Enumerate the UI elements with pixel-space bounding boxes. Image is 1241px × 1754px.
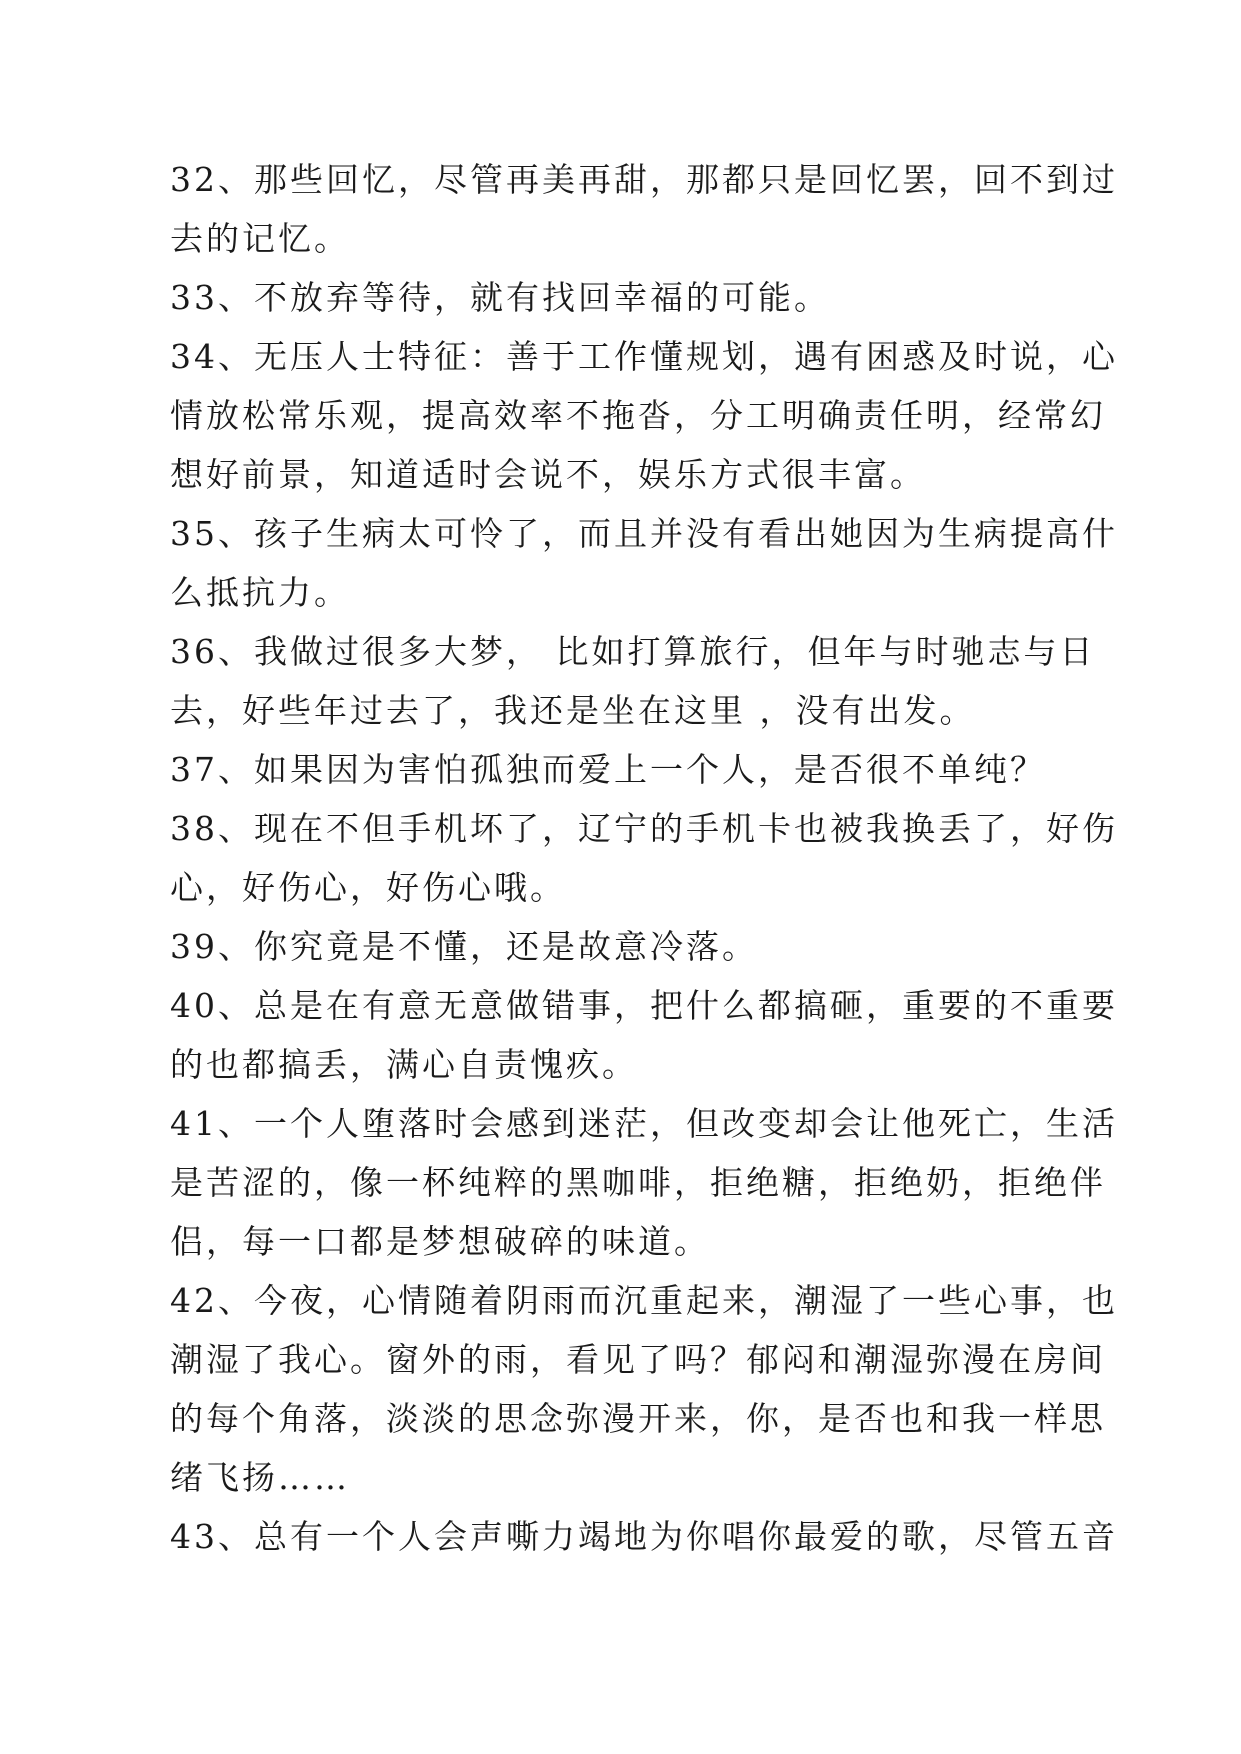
- text-line: 41、一个人堕落时会感到迷茫，但改变却会让他死亡，生活: [170, 1104, 1118, 1143]
- text-line: 想好前景，知道适时会说不，娱乐方式很丰富。: [170, 455, 926, 494]
- paragraph-37: [170, 740, 1070, 799]
- paragraph-34: [170, 327, 1118, 504]
- paragraph-33: [170, 268, 1070, 327]
- paragraph-39: [170, 917, 1070, 976]
- text-line: 侣，每一口都是梦想破碎的味道。: [170, 1222, 710, 1261]
- text-line: 40、总是在有意无意做错事，把什么都搞砸，重要的不重要: [170, 986, 1118, 1025]
- text-line: 心，好伤心，好伤心哦。: [170, 868, 566, 907]
- paragraph-32: [170, 150, 1118, 268]
- text-line: 去，好些年过去了，我还是坐在这里 ，没有出发。: [170, 691, 976, 730]
- document-page: [170, 150, 1118, 1566]
- text-line: 绪飞扬……: [170, 1458, 350, 1497]
- text-line: 是苦涩的，像一杯纯粹的黑咖啡，拒绝糖，拒绝奶，拒绝伴: [170, 1163, 1106, 1202]
- text-line: 42、今夜，心情随着阴雨而沉重起来，潮湿了一些心事，也: [170, 1281, 1118, 1320]
- text-line: 去的记忆。: [170, 219, 350, 258]
- paragraph-42: [170, 1271, 1118, 1507]
- paragraph-36: [170, 622, 1096, 740]
- text-line: 的也都搞丢，满心自责愧疚。: [170, 1045, 638, 1084]
- paragraph-38: [170, 799, 1118, 917]
- text-line: 潮湿了我心。窗外的雨，看见了吗？郁闷和潮湿弥漫在房间: [170, 1340, 1106, 1379]
- text-line: 情放松常乐观，提高效率不拖沓，分工明确责任明，经常幻: [170, 396, 1106, 435]
- text-line: 36、我做过很多大梦， 比如打算旅行，但年与时驰志与日: [170, 632, 1096, 671]
- text-line: 34、无压人士特征：善于工作懂规划，遇有困惑及时说，心: [170, 337, 1118, 376]
- paragraph-43: [170, 1507, 1118, 1566]
- text-line: 37、如果因为害怕孤独而爱上一个人，是否很不单纯？: [170, 750, 1046, 789]
- text-line: 43、总有一个人会声嘶力竭地为你唱你最爱的歌，尽管五音: [170, 1517, 1118, 1556]
- paragraph-41: [170, 1094, 1118, 1271]
- text-line: 的每个角落，淡淡的思念弥漫开来，你，是否也和我一样思: [170, 1399, 1106, 1438]
- paragraph-40: [170, 976, 1118, 1094]
- text-line: 35、孩子生病太可怜了，而且并没有看出她因为生病提高什: [170, 514, 1118, 553]
- text-line: 32、那些回忆，尽管再美再甜，那都只是回忆罢，回不到过: [170, 160, 1118, 199]
- text-line: 38、现在不但手机坏了，辽宁的手机卡也被我换丢了，好伤: [170, 809, 1118, 848]
- text-line: 39、你究竟是不懂，还是故意冷落。: [170, 927, 758, 966]
- text-line: 33、不放弃等待，就有找回幸福的可能。: [170, 278, 830, 317]
- paragraph-35: [170, 504, 1118, 622]
- text-line: 么抵抗力。: [170, 573, 350, 612]
